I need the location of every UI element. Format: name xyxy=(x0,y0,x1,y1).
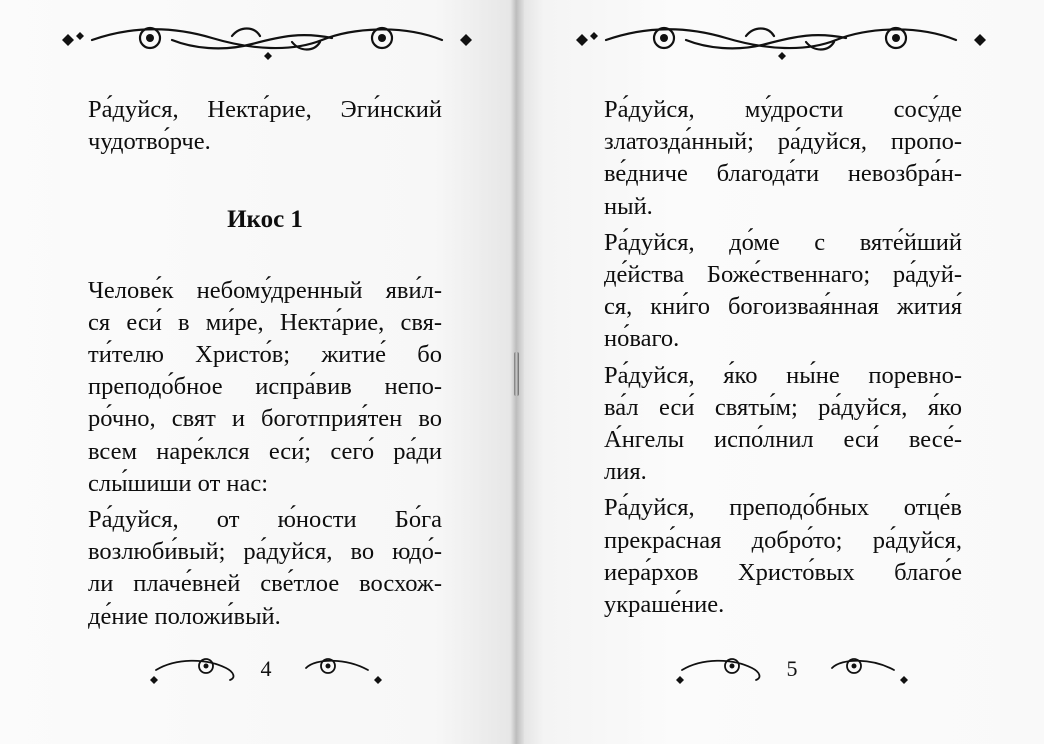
left-footer xyxy=(146,652,386,688)
text-line: ва́л еси́ святы́м; ра́дуйся, я́ко xyxy=(604,393,962,421)
right-footer xyxy=(672,652,912,688)
text-line: всем наре́клся еси́; сего́ ра́ди xyxy=(88,437,442,465)
text-line: А́нгелы испо́лнил еси́ весе́- xyxy=(604,426,962,454)
section-heading: Икос 1 xyxy=(227,206,303,234)
text-line: де́йства Боже́ственнаго; ра́дуй- xyxy=(604,261,962,289)
text-line: Ра́дуйся, я́ко ны́не поревно- xyxy=(604,361,962,389)
text-line: прекра́сная добро́то; ра́дуйся, xyxy=(604,526,962,554)
text-line: чудотво́рче. xyxy=(88,128,211,156)
text-line: Ра́дуйся, преподо́бных отце́в xyxy=(604,494,962,522)
top-ornament-icon xyxy=(566,18,996,64)
left-page xyxy=(0,0,512,744)
text-line: Ра́дуйся, до́ме с вяте́йший xyxy=(604,228,962,256)
right-page xyxy=(512,0,1044,744)
left-page-text xyxy=(88,94,442,633)
text-line: лия. xyxy=(604,458,647,486)
text-line: ве́дниче благода́ти невозбра́н- xyxy=(604,160,962,188)
text-line: Челове́к небому́дренный яви́л- xyxy=(88,276,442,304)
top-ornament-icon xyxy=(52,18,482,64)
text-line: иера́рхов Христо́вых благо́е xyxy=(604,558,962,586)
text-line: Ра́дуйся, от ю́ности Бо́га xyxy=(88,506,442,534)
text-line: слы́шиши от нас: xyxy=(88,469,269,497)
text-line: ти́телю Христо́в; житие́ бо xyxy=(88,341,442,369)
text-line: возлюби́вый; ра́дуйся, во юдо́- xyxy=(88,538,442,566)
text-line: златозда́нный; ра́дуйся, пропо- xyxy=(604,128,962,156)
page-number: 5 xyxy=(786,656,798,681)
text-line: ли плаче́вней све́тлое восхож- xyxy=(88,570,442,598)
right-page-text xyxy=(604,94,962,621)
text-line: украше́ние. xyxy=(604,591,725,619)
text-line: ро́чно, свят и боготприя́тен во xyxy=(88,405,442,433)
text-line: но́ваго. xyxy=(604,325,680,353)
text-line: Ра́дуйся, му́дрости сосу́де xyxy=(604,96,962,123)
text-line: преподо́бное испра́вив непо- xyxy=(88,373,442,401)
text-line: де́ние положи́вый. xyxy=(88,602,281,630)
page-number: 4 xyxy=(260,656,272,681)
staple xyxy=(514,352,519,396)
text-line: Ра́дуйся, Некта́рие, Эги́нский xyxy=(88,96,442,123)
text-line: ся, кни́го богоизвая́нная жития́ xyxy=(604,293,962,321)
text-line: ся еси́ в ми́ре, Некта́рие, свя- xyxy=(88,308,442,336)
text-line: ный. xyxy=(604,192,653,220)
